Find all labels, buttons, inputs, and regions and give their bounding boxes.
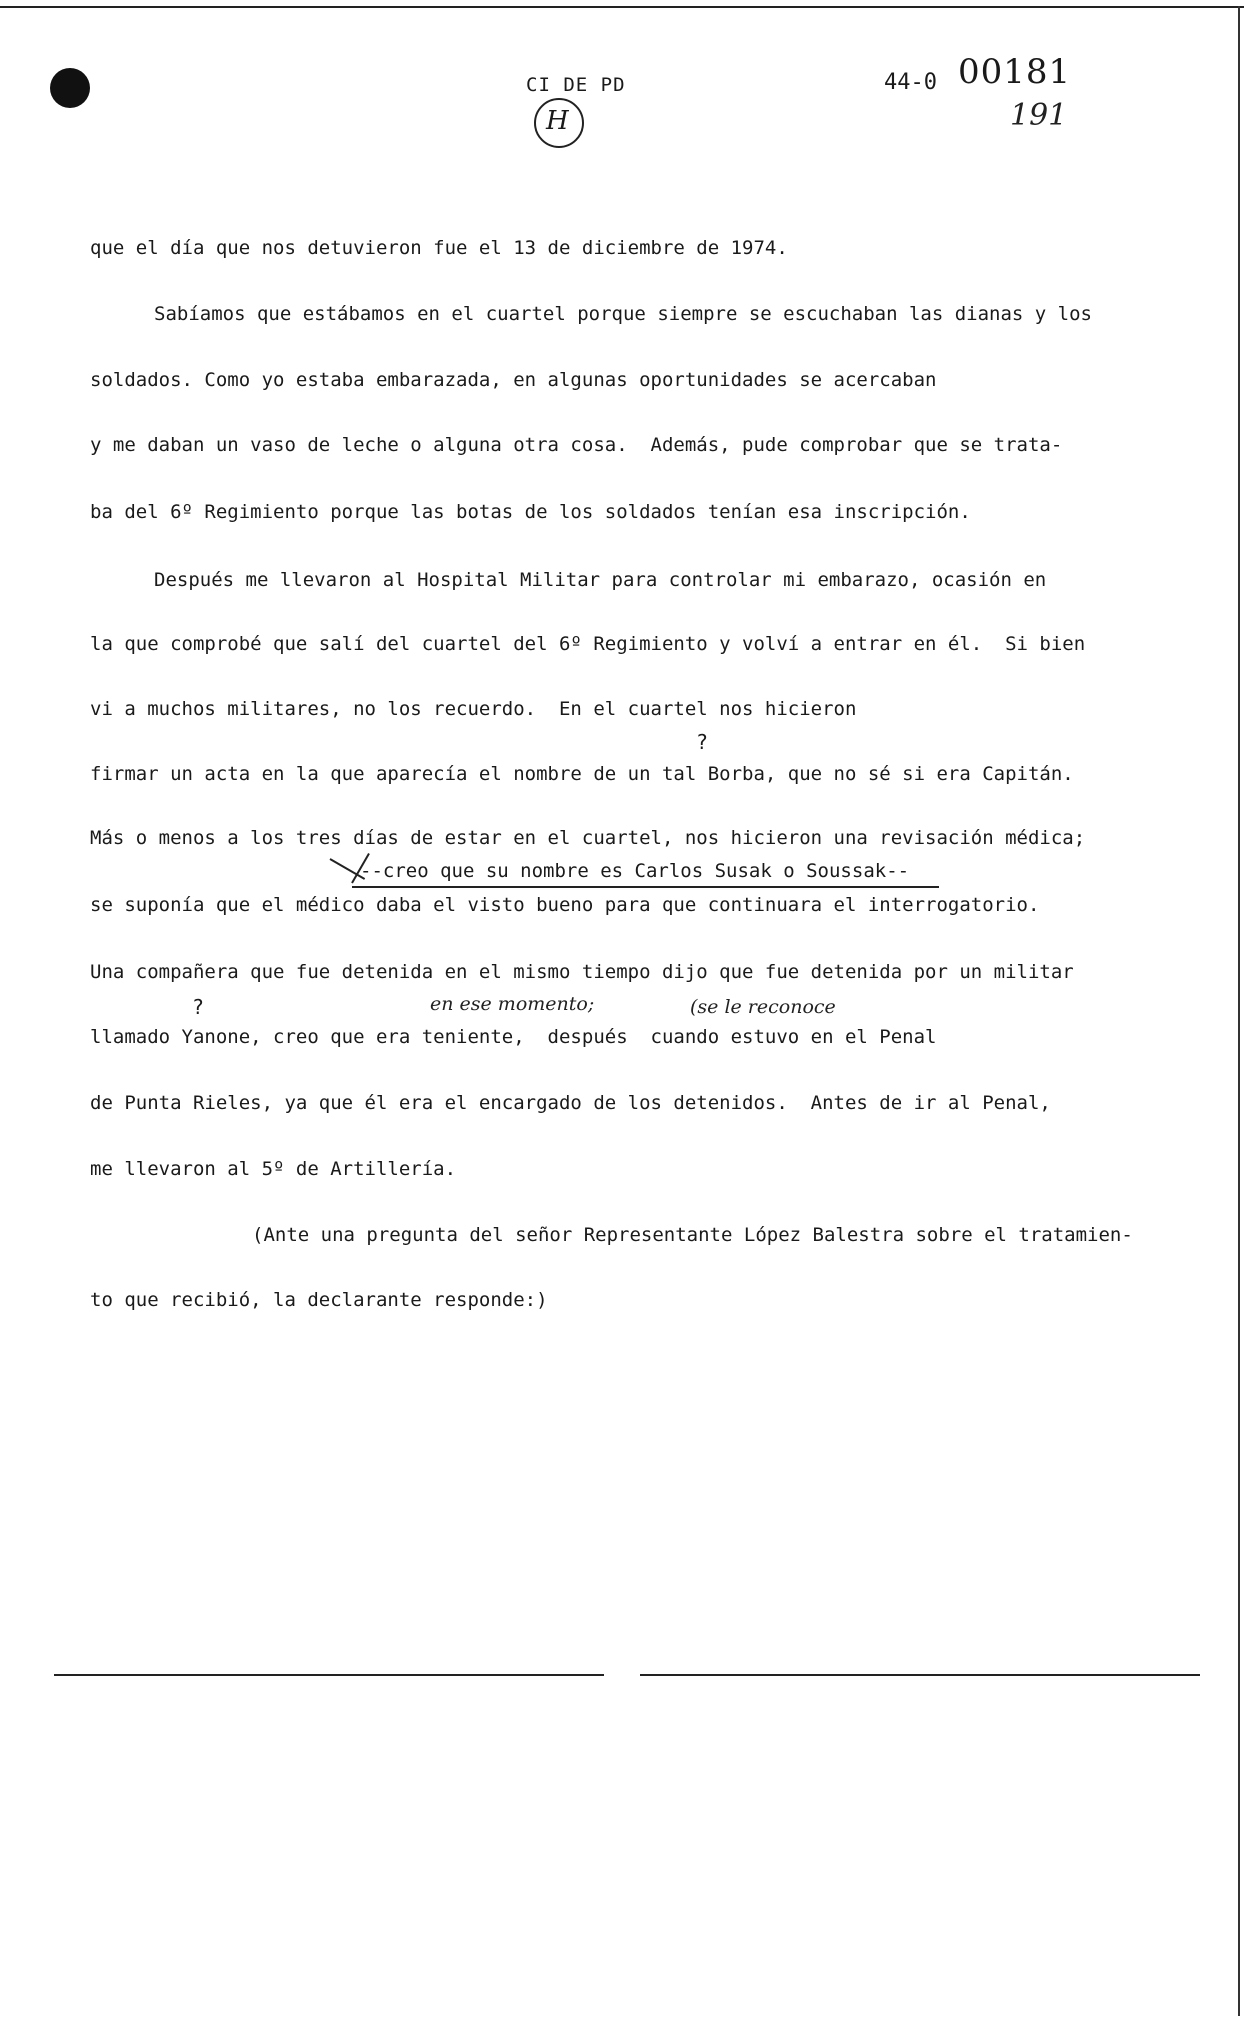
text-line: y me daban un vaso de leche o alguna otra cosa. Además, pude comprobar que se trata-: [90, 434, 1063, 456]
text-line: ba del 6º Regimiento porque las botas de los soldados tenían esa inscripción.: [90, 501, 971, 523]
text-line: to que recibió, la declarante responde:): [90, 1289, 548, 1311]
text-line: llamado Yanone, creo que era teniente, después cuando estuvo en el Penal: [90, 1026, 937, 1048]
question-mark: ?: [696, 730, 709, 754]
text-line: Una compañera que fue detenida en el mismo tiempo dijo que fue detenida por un militar: [90, 961, 1074, 983]
text-line: Más o menos a los tres días de estar en el cuartel, nos hicieron una revisación médica;: [90, 827, 1086, 849]
header-stamp-text: CI DE PD: [526, 74, 626, 96]
text-line: me llevaron al 5º de Artillería.: [90, 1158, 457, 1180]
text-line: (Ante una pregunta del señor Representante López Balestra sobre el tratamien-: [252, 1224, 1133, 1246]
page-border-right: [1238, 6, 1240, 2016]
footer-rule: [640, 1674, 1200, 1676]
handwritten-note: (se le reconoce: [690, 996, 836, 1018]
text-line: de Punta Rieles, ya que él era el encargado de los detenidos. Antes de ir al Penal,: [90, 1092, 1051, 1114]
punch-hole: [50, 68, 90, 108]
text-line: que el día que nos detuvieron fue el 13 de diciembre de 1974.: [90, 237, 788, 259]
text-line: vi a muchos militares, no los recuerdo. En el cuartel nos hicieron: [90, 698, 857, 720]
text-line: Después me llevaron al Hospital Militar para controlar mi embarazo, ocasión en: [154, 569, 1047, 591]
text-line: firmar un acta en la que aparecía el nombre de un tal Borba, que no sé si era Capitán.: [90, 763, 1074, 785]
question-mark: ?: [192, 995, 205, 1019]
circle-stamp: [534, 98, 584, 148]
text-line: soldados. Como yo estaba embarazada, en algunas oportunidades se acercaban: [90, 369, 937, 391]
page-number: 00181: [958, 52, 1072, 92]
footer-rule: [54, 1674, 604, 1676]
inserted-annotation: --creo que su nombre es Carlos Susak o Soussak--: [360, 860, 910, 882]
handwritten-page-number: 191: [1010, 98, 1068, 133]
handwritten-note: en ese momento;: [430, 993, 595, 1015]
circle-stamp-letter: H: [546, 106, 569, 136]
document-reference: 44-0: [884, 70, 937, 95]
text-line: se suponía que el médico daba el visto bueno para que continuara el interrogatorio.: [90, 894, 1040, 916]
text-line: Sabíamos que estábamos en el cuartel porque siempre se escuchaban las dianas y los: [154, 303, 1092, 325]
page-border-top: [0, 6, 1244, 8]
text-line: la que comprobé que salí del cuartel del 6º Regimiento y volví a entrar en él. Si bien: [90, 633, 1086, 655]
